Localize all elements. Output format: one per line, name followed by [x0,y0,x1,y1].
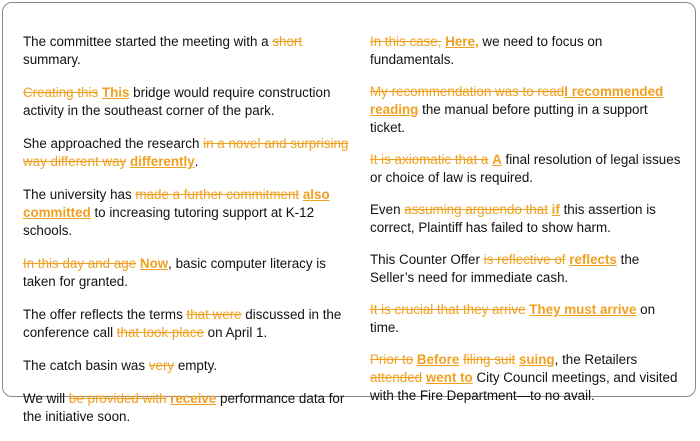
inserted-text: went to [425,370,473,385]
example-sentence [370,201,682,237]
inserted-text: They must arrive [529,302,637,317]
sentence-text: This Counter Offer [370,252,484,267]
sentence-text: empty. [174,358,218,373]
sentence-text: bridge would require construction activity in the southeast corner of the park. [23,85,331,118]
deleted-text: made a further commitment [135,187,300,202]
deleted-text: that were [186,307,242,322]
deleted-text: very [148,358,175,373]
sentence-text: She approached the research [23,136,204,151]
example-sentence [23,255,349,291]
deleted-text: My recommendation was to read [370,84,565,99]
sentence-text: City Council meetings, and visited with the Fire Department—to no avail. [370,370,678,403]
sentence-text: The offer reflects the terms [23,307,187,322]
examples-card [2,2,696,424]
deleted-text: attended [370,370,423,385]
sentence-text: final resolution of legal issues or choice of law is required. [370,152,681,185]
inserted-text: Here, [445,34,479,49]
sentence-text: to increasing tutoring support at K-12 schools. [23,205,315,238]
inserted-text: also committed [23,187,330,220]
example-sentence [23,135,349,171]
deleted-text: is reflective of [483,252,566,267]
deleted-text: Creating this [23,85,99,100]
deleted-text: be provided with [68,391,167,406]
inserted-text: Now [139,256,169,271]
deleted-text: It is axiomatic that a [370,152,489,167]
sentence-text: on time. [370,302,656,335]
sentence-text: , the Retailers [554,352,638,367]
inserted-text: This [101,85,130,100]
example-sentence [23,357,349,375]
example-sentence [370,83,682,137]
sentence-text: , basic computer literacy is taken for granted. [23,256,326,289]
right-column [370,33,682,419]
sentence-text: We will [23,391,69,406]
inserted-text: Before [416,352,460,367]
sentence-text: The committee started the meeting with a [23,34,273,49]
example-sentence [370,351,682,405]
sentence-text: discussed in the conference call [23,307,342,340]
sentence-text: the Seller’s need for immediate cash. [370,252,640,285]
inserted-text: receive [170,391,217,406]
deleted-text: filing suit [463,352,516,367]
example-sentence [370,151,682,187]
deleted-text: In this case, [370,34,442,49]
sentence-text: we need to focus on fundamentals. [370,34,603,67]
left-column [23,33,349,441]
deleted-text: that took place [116,325,204,340]
inserted-text: if [551,202,560,217]
inserted-text: I recommended reading [370,84,664,117]
example-sentence [23,33,349,69]
example-sentence [370,33,682,69]
example-sentence [370,251,682,287]
example-sentence [23,306,349,342]
sentence-text: . [194,154,199,169]
example-sentence [370,301,682,337]
deleted-text: short [272,34,303,49]
deleted-text: In this day and age [23,256,137,271]
sentence-text: The catch basin was [23,358,149,373]
inserted-text: suing [518,352,555,367]
sentence-text: The university has [23,187,136,202]
deleted-text: in a novel and surprising way different way [23,136,349,169]
example-sentence [23,186,349,240]
example-sentence [23,390,349,426]
sentence-text: the manual before putting in a support ticket. [370,102,648,135]
sentence-text: performance data for the initiative soon. [23,391,345,424]
deleted-text: It is crucial that they arrive [370,302,526,317]
inserted-text: differently [129,154,195,169]
example-sentence [23,84,349,120]
deleted-text: assuming arguendo that [404,202,548,217]
sentence-text: summary. [23,52,81,67]
inserted-text: A [492,152,502,167]
deleted-text: Prior to [370,352,414,367]
sentence-text: on April 1. [203,325,268,340]
sentence-text: this assertion is correct, Plaintiff has failed to show harm. [370,202,656,235]
inserted-text: reflects [569,252,617,267]
sentence-text: Even [370,202,405,217]
